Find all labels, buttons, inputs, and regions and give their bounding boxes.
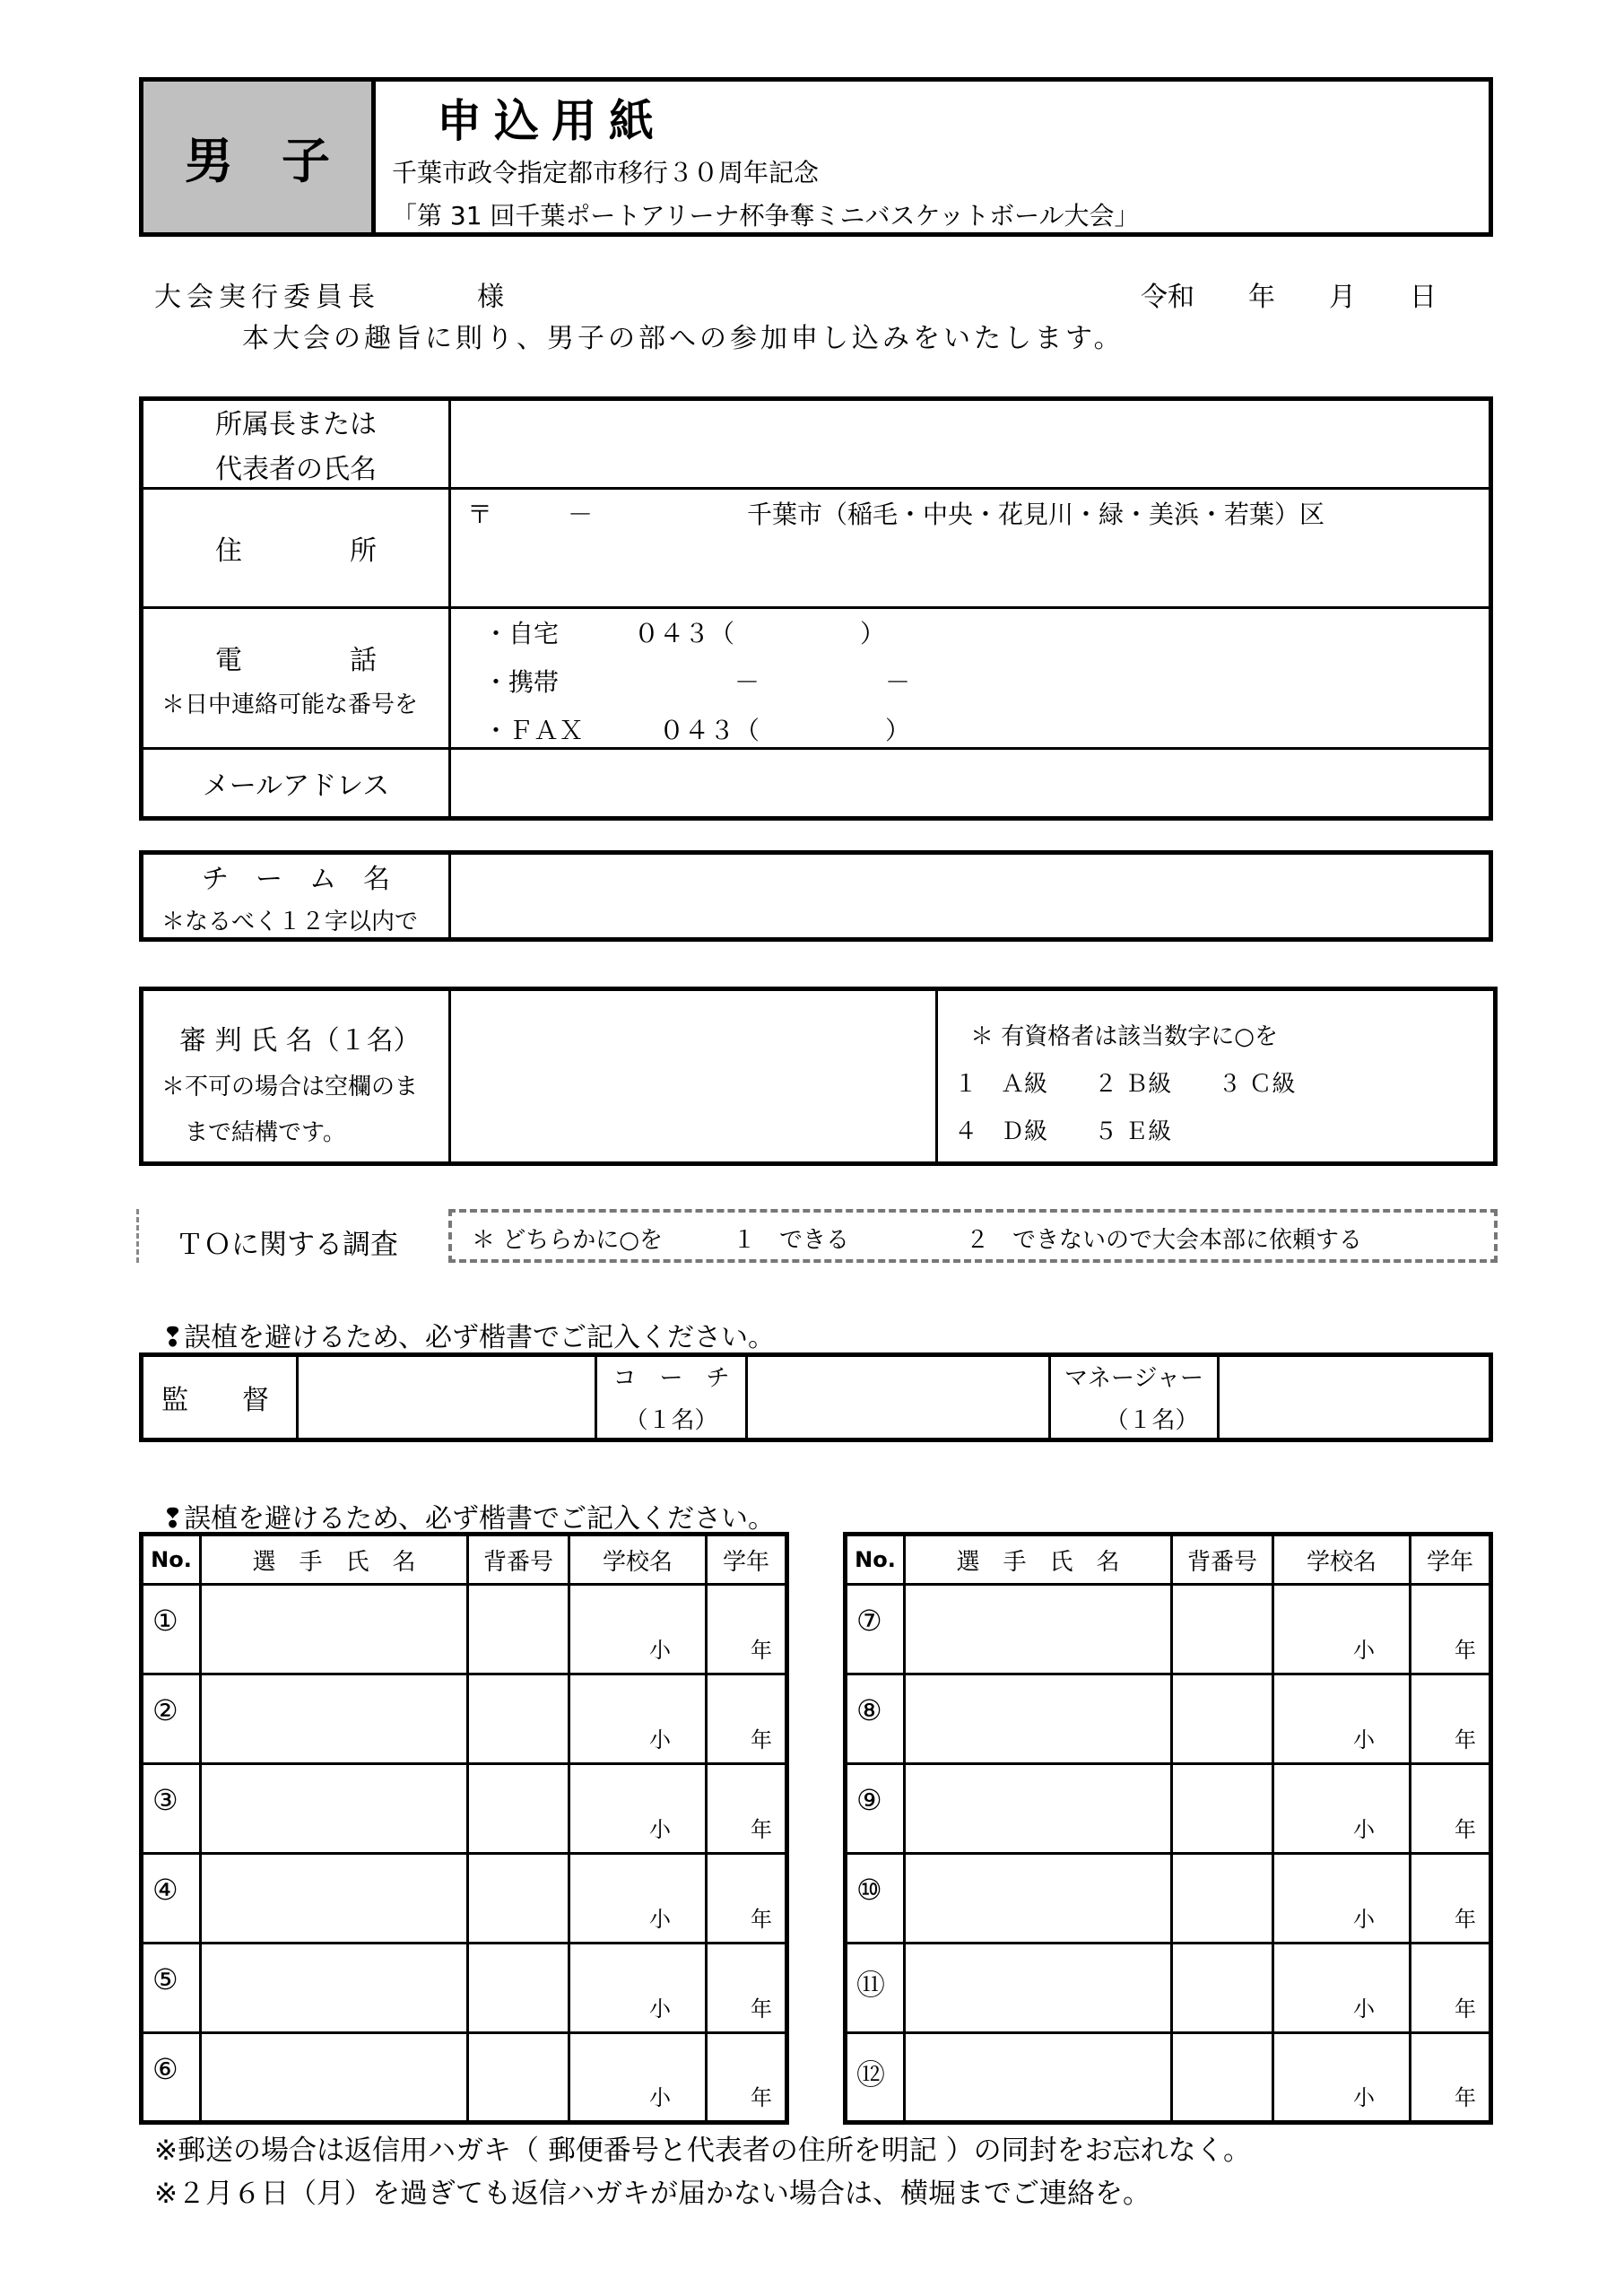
players-table-left: [139, 1532, 789, 2125]
grade-suffix: 年: [751, 1996, 772, 2022]
player-grade-field[interactable]: [707, 1854, 787, 1944]
header-name: 選 手 氏 名: [201, 1535, 468, 1585]
player-grade-field[interactable]: [707, 1674, 787, 1764]
header-no: No.: [142, 1535, 201, 1585]
player-row-left-6: [142, 2033, 787, 2123]
referee-name-field[interactable]: [450, 989, 937, 1164]
school-suffix: 小: [1353, 1638, 1375, 1663]
director-field[interactable]: [298, 1355, 596, 1440]
subtitle-2: 「第 31 回千葉ポートアリーナ杯争奪ミニバスケットボール大会」: [392, 201, 1140, 230]
school-suffix: 小: [649, 1727, 671, 1752]
player-row-right-1: [846, 1585, 1491, 1674]
player-name-field[interactable]: [905, 1764, 1172, 1854]
player-number-label: ②: [142, 1674, 201, 1764]
players-notice-text: 誤植を避けるため、必ず楷書でご記入ください。: [184, 1503, 775, 1535]
player-name-field[interactable]: [905, 1585, 1172, 1674]
grade-suffix: 年: [751, 2085, 772, 2110]
contact-table: [139, 396, 1493, 821]
player-row-right-5: [846, 1944, 1491, 2033]
player-jersey-field[interactable]: [1172, 2033, 1273, 2123]
address-label: 住 所: [215, 535, 377, 567]
coach-field[interactable]: [747, 1355, 1050, 1440]
grade-suffix: 年: [1455, 1638, 1476, 1663]
player-school-field[interactable]: [1273, 1585, 1411, 1674]
postal-mark: 〒 －: [467, 500, 594, 529]
referee-grades-row2: ４ Ｄ級 ５ Ｅ級: [954, 1118, 1172, 1145]
phone-label-cell: [142, 608, 450, 749]
player-grade-field[interactable]: [1411, 1764, 1491, 1854]
player-number-label: ⑥: [142, 2033, 201, 2123]
header-box: [139, 77, 1493, 237]
player-school-field[interactable]: [569, 1585, 707, 1674]
grade-suffix: 年: [1455, 1817, 1476, 1842]
statement: 本大会の趣旨に則り、男子の部への参加申し込みをいたします。: [242, 323, 1125, 354]
manager-label-cell: [1050, 1355, 1219, 1440]
player-name-field[interactable]: [905, 1944, 1172, 2033]
player-row-left-5: [142, 1944, 787, 2033]
player-row-right-2: [846, 1674, 1491, 1764]
manager-label: マネージャー: [1064, 1365, 1203, 1392]
header-school: 学校名: [569, 1535, 707, 1585]
email-label-cell: [142, 749, 450, 819]
player-name-field[interactable]: [201, 1674, 468, 1764]
player-school-field[interactable]: [569, 2033, 707, 2123]
player-school-field[interactable]: [569, 1764, 707, 1854]
grade-suffix: 年: [1455, 1907, 1476, 1932]
staff-notice: [161, 1315, 775, 1354]
player-jersey-field[interactable]: [468, 1764, 569, 1854]
referee-label: 審 判 氏 名（１名）: [179, 1025, 421, 1057]
team-label: チ ー ム 名: [202, 863, 390, 895]
grade-suffix: 年: [751, 1727, 772, 1752]
school-suffix: 小: [1353, 1727, 1375, 1752]
grade-suffix: 年: [1455, 1996, 1476, 2022]
to-survey-label: ＴＯに関する調査: [176, 1229, 398, 1261]
director-label: 監 督: [161, 1385, 269, 1416]
phone-note: ＊日中連絡可能な番号を: [161, 691, 419, 718]
header-no: No.: [846, 1535, 905, 1585]
gender-cell: [142, 80, 374, 235]
referee-table: [139, 987, 1498, 1166]
player-number-label: ①: [142, 1585, 201, 1674]
player-jersey-field[interactable]: [1172, 1944, 1273, 2033]
address-field[interactable]: [450, 489, 1491, 608]
player-grade-field[interactable]: [1411, 1585, 1491, 1674]
address-label-cell: [142, 489, 450, 608]
player-school-field[interactable]: [1273, 1944, 1411, 2033]
referee-grade-note: ＊ 有資格者は該当数字に○を: [970, 1023, 1278, 1050]
player-jersey-field[interactable]: [1172, 1764, 1273, 1854]
header-grade: 学年: [1411, 1535, 1491, 1585]
referee-label-cell: [142, 989, 450, 1164]
player-name-field[interactable]: [201, 1764, 468, 1854]
grade-suffix: 年: [1455, 1727, 1476, 1752]
title-cell: [374, 80, 1491, 235]
email-label: メールアドレス: [202, 770, 390, 802]
manager-count: （１名）: [1105, 1407, 1199, 1434]
header-number: 背番号: [1172, 1535, 1273, 1585]
header-school: 学校名: [1273, 1535, 1411, 1585]
school-suffix: 小: [649, 1996, 671, 2022]
school-suffix: 小: [649, 2085, 671, 2110]
referee-grade-cell[interactable]: [937, 989, 1496, 1164]
player-school-field[interactable]: [1273, 1674, 1411, 1764]
school-suffix: 小: [649, 1907, 671, 1932]
player-school-field[interactable]: [1273, 1764, 1411, 1854]
player-number-label: ④: [142, 1854, 201, 1944]
player-number-label: ⑤: [142, 1944, 201, 2033]
footer-note-2: ※２月６日（月）を過ぎても返信ハガキが届かない場合は、横堀までご連絡を。: [154, 2178, 1151, 2210]
school-suffix: 小: [1353, 1996, 1375, 2022]
team-name-field[interactable]: [450, 853, 1491, 940]
player-grade-field[interactable]: [1411, 1944, 1491, 2033]
player-row-right-4: [846, 1854, 1491, 1944]
players-notice: [161, 1496, 775, 1535]
player-number-label: ⑪: [846, 1944, 905, 2033]
gender-label: 男 子: [185, 132, 330, 189]
player-school-field[interactable]: [569, 1944, 707, 2033]
email-field[interactable]: [450, 749, 1491, 819]
player-jersey-field[interactable]: [468, 2033, 569, 2123]
player-number-label: ⑫: [846, 2033, 905, 2123]
grade-suffix: 年: [751, 1817, 772, 1842]
player-number-label: ③: [142, 1764, 201, 1854]
referee-note-1: ＊不可の場合は空欄のま: [161, 1074, 419, 1100]
school-suffix: 小: [1353, 1817, 1375, 1842]
rep-name-field[interactable]: [450, 399, 1491, 489]
phone-label: 電 話: [215, 644, 377, 676]
player-jersey-field[interactable]: [468, 1854, 569, 1944]
player-number-label: ⑧: [846, 1674, 905, 1764]
player-jersey-field[interactable]: [1172, 1674, 1273, 1764]
player-row-right-6: [846, 2033, 1491, 2123]
rep-name-label-1: 所属長または: [215, 409, 377, 440]
grade-suffix: 年: [751, 1907, 772, 1932]
header-number: 背番号: [468, 1535, 569, 1585]
player-grade-field[interactable]: [707, 1944, 787, 2033]
footer-note-1: ※郵送の場合は返信用ハガキ（ 郵便番号と代表者の住所を明記 ）の同封をお忘れなく。: [154, 2135, 1252, 2167]
referee-note-2: まで結構です。: [185, 1119, 346, 1146]
form-title: 申込用紙: [437, 95, 666, 147]
player-grade-field[interactable]: [707, 2033, 787, 2123]
school-suffix: 小: [1353, 1907, 1375, 1932]
to-survey-options-box[interactable]: [448, 1209, 1498, 1263]
phone-fax: ・ＦＡＸ ０４３（ ）: [483, 716, 911, 745]
address-city: 千葉市（稲毛・中央・花見川・緑・美浜・若葉）区: [747, 500, 1325, 529]
player-name-field[interactable]: [201, 1585, 468, 1674]
phone-mobile: ・携帯 － －: [483, 667, 911, 697]
addressee: 大会実行委員長 様: [154, 282, 509, 313]
staff-notice-text: 誤植を避けるため、必ず楷書でご記入ください。: [184, 1322, 775, 1353]
player-row-left-4: [142, 1854, 787, 1944]
player-number-label: ⑩: [846, 1854, 905, 1944]
player-jersey-field[interactable]: [468, 1674, 569, 1764]
player-name-field[interactable]: [201, 1854, 468, 1944]
phone-field[interactable]: [450, 608, 1491, 749]
rep-name-label-2: 代表者の氏名: [215, 454, 377, 485]
referee-grades-row1: １ Ａ級 ２ Ｂ級 ３ Ｃ級: [954, 1071, 1296, 1098]
player-school-field[interactable]: [569, 1674, 707, 1764]
subtitle-1: 千葉市政令指定都市移行３０周年記念: [392, 158, 820, 187]
player-grade-field[interactable]: [1411, 1854, 1491, 1944]
player-school-field[interactable]: [1273, 1854, 1411, 1944]
player-name-field[interactable]: [201, 2033, 468, 2123]
player-name-field[interactable]: [905, 2033, 1172, 2123]
player-school-field[interactable]: [1273, 2033, 1411, 2123]
team-table: [139, 850, 1493, 942]
grade-suffix: 年: [751, 1638, 772, 1663]
player-grade-field[interactable]: [1411, 2033, 1491, 2123]
manager-field[interactable]: [1219, 1355, 1491, 1440]
school-suffix: 小: [649, 1817, 671, 1842]
player-jersey-field[interactable]: [468, 1944, 569, 2033]
player-grade-field[interactable]: [1411, 1674, 1491, 1764]
rep-name-label-cell: [142, 399, 450, 489]
grade-suffix: 年: [1455, 2085, 1476, 2110]
coach-count: （１名）: [624, 1407, 718, 1434]
player-jersey-field[interactable]: [1172, 1585, 1273, 1674]
player-row-left-3: [142, 1764, 787, 1854]
player-row-right-3: [846, 1764, 1491, 1854]
player-row-left-1: [142, 1585, 787, 1674]
phone-home: ・自宅 ０４３（ ）: [483, 619, 886, 648]
coach-label-cell: [596, 1355, 747, 1440]
player-number-label: ⑨: [846, 1764, 905, 1854]
player-grade-field[interactable]: [707, 1585, 787, 1674]
player-name-field[interactable]: [201, 1944, 468, 2033]
player-row-left-2: [142, 1674, 787, 1764]
player-name-field[interactable]: [905, 1674, 1172, 1764]
date-line: 令和 年 月 日: [1141, 282, 1437, 313]
team-label-cell: [142, 853, 450, 940]
exclamation-icon: ❢: [161, 1322, 185, 1353]
player-jersey-field[interactable]: [1172, 1854, 1273, 1944]
header-name: 選 手 氏 名: [905, 1535, 1172, 1585]
to-survey-left-bracket: [136, 1209, 152, 1263]
player-jersey-field[interactable]: [468, 1585, 569, 1674]
player-school-field[interactable]: [569, 1854, 707, 1944]
players-table-right: [843, 1532, 1493, 2125]
school-suffix: 小: [649, 1638, 671, 1663]
school-suffix: 小: [1353, 2085, 1375, 2110]
to-survey-options: ＊ どちらかに○を １ できる ２ できないので大会本部に依頼する: [472, 1227, 1362, 1254]
director-label-cell: [142, 1355, 298, 1440]
header-grade: 学年: [707, 1535, 787, 1585]
player-name-field[interactable]: [905, 1854, 1172, 1944]
player-grade-field[interactable]: [707, 1764, 787, 1854]
exclamation-icon: ❢: [161, 1503, 185, 1535]
coach-label: コ ー チ: [612, 1365, 730, 1392]
team-note: ＊なるべく１２字以内で: [161, 908, 419, 935]
player-number-label: ⑦: [846, 1585, 905, 1674]
staff-table: [139, 1352, 1493, 1442]
